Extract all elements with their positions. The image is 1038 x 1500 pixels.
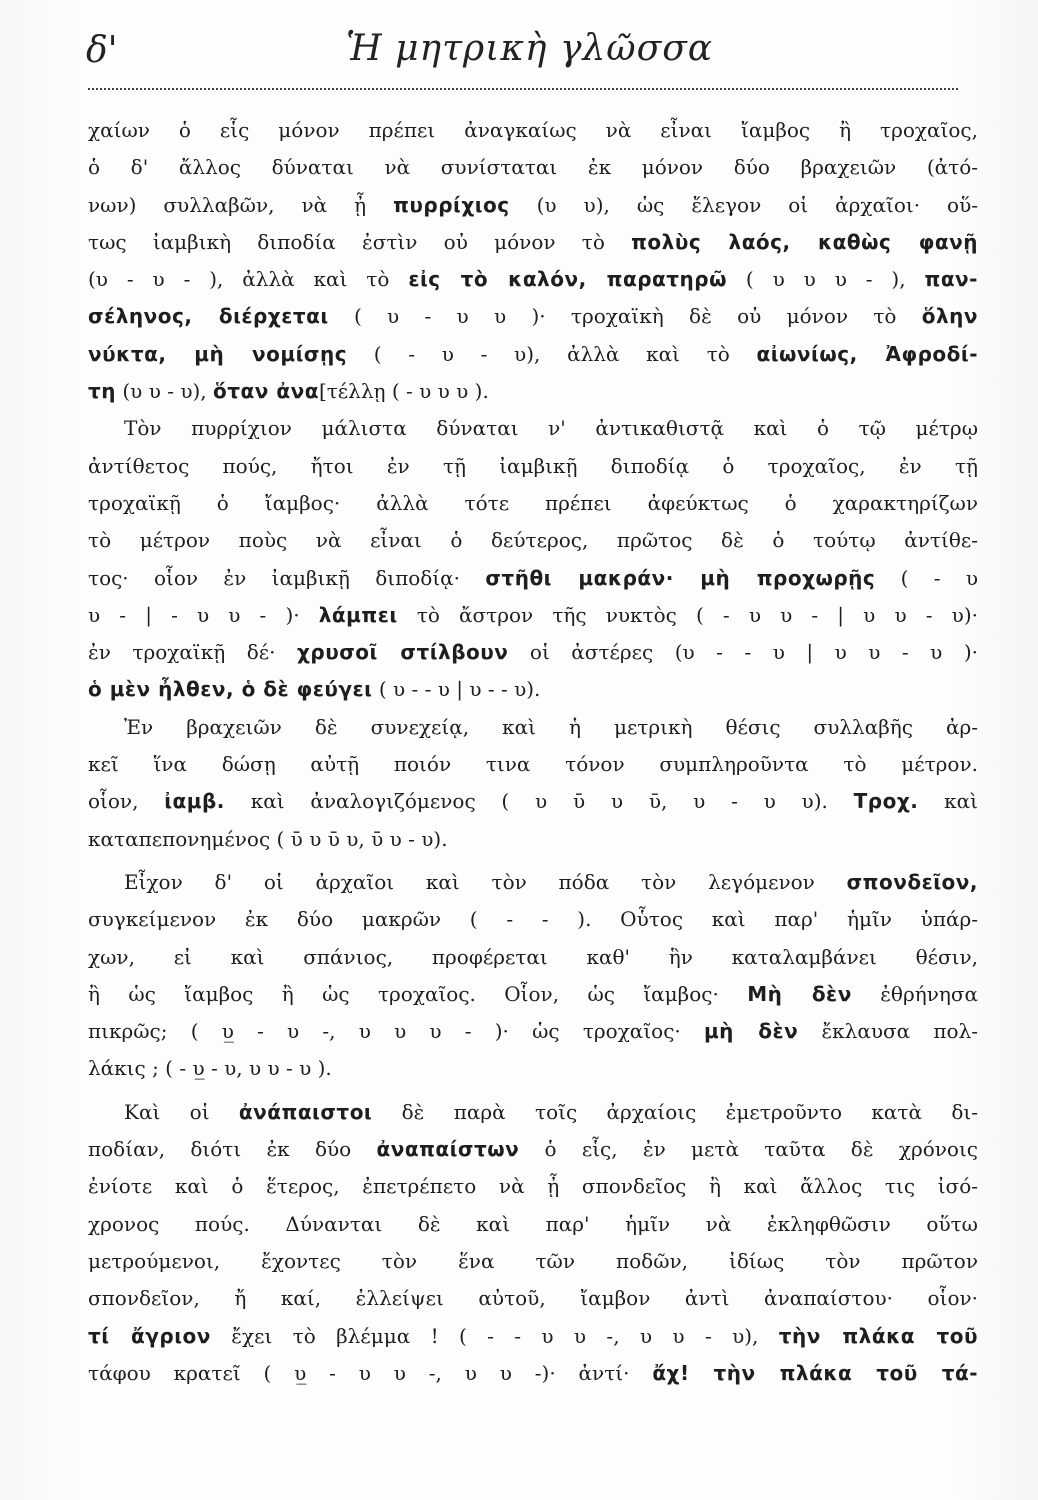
text-line: ποδίαν, διότι ἐκ δύο ἀναπαίστων ὁ εἷς, ἐν μετὰ ταῦτα δὲ χρόνοις [88, 1137, 978, 1162]
text-line: σέληνος, διέρχεται ( υ - υ υ )· τροχαϊκὴ δὲ οὐ μόνον τὸ ὅλην [88, 304, 978, 329]
text-line: χων, εἰ καὶ σπάνιος, προφέρεται καθ' ἣν καταλαμβάνει θέσιν, [88, 944, 978, 969]
text-line: τί ἄγριον ἔχει τὸ βλέμμα ! ( - - υ υ -, υ υ - υ), τὴν πλάκα τοῦ [88, 1323, 978, 1348]
text-line: κεῖ ἵνα δώσῃ αὐτῇ ποιόν τινα τόνον συμπληροῦντα τὸ μέτρον. [88, 752, 978, 777]
text-line: (υ - υ - ), ἀλλὰ καὶ τὸ εἰς τὸ καλόν, παρατηρῶ ( υ υ υ - ), παν- [88, 267, 978, 292]
text-line: ἢ ὡς ἴαμβος ἢ ὡς τροχαῖος. Οἷον, ὡς ἴαμβος· Μὴ δὲν ἐθρήνησα [88, 981, 978, 1006]
text-line: πικρῶς; ( υ̲ - υ -, υ υ υ - )· ὡς τροχαῖος· μὴ δὲν ἔκλαυσα πολ- [88, 1019, 978, 1044]
text-line: συγκείμενον ἐκ δύο μακρῶν ( - - ). Οὗτος καὶ παρ' ἡμῖν ὑπάρ- [88, 907, 978, 932]
text-line: τροχαϊκῇ ὁ ἴαμβος· ἀλλὰ τότε πρέπει ἀφεύκτως ὁ χαρακτηρίζων [88, 490, 978, 515]
text-line: υ - | - υ υ - )· λάμπει τὸ ἄστρον τῆς νυκτὸς ( - υ υ - | υ υ - υ)· [88, 602, 978, 627]
page-header [86, 22, 966, 82]
text-line: νύκτα, μὴ νομίσῃς ( - υ - υ), ἀλλὰ καὶ τὸ αἰωνίως, Ἀφροδί- [88, 341, 978, 366]
text-line: ἐν τροχαϊκῇ δέ· χρυσοῖ στίλβουν οἱ ἀστέρες (υ - - υ | υ υ - υ )· [88, 640, 978, 665]
text-line: λάκις ; ( - υ̲ - υ, υ υ - υ ). [88, 1056, 332, 1081]
header-rule [88, 88, 958, 90]
text-line: Εἶχον δ' οἱ ἀρχαῖοι καὶ τὸν πόδα τὸν λεγόμενον σπονδεῖον, [124, 869, 978, 894]
text-line: χρονος πούς. Δύνανται δὲ καὶ παρ' ἡμῖν νὰ ἐκληφθῶσιν οὕτω [88, 1211, 978, 1236]
text-line: χαίων ὁ εἷς μόνον πρέπει ἀναγκαίως νὰ εἶναι ἴαμβος ἢ τροχαῖος, [88, 118, 978, 142]
text-line: Ἐν βραχειῶν δὲ συνεχείᾳ, καὶ ἡ μετρικὴ θέσις συλλαβῆς ἀρ- [124, 714, 978, 739]
text-line: μετρούμενοι, ἔχοντες τὸν ἕνα τῶν ποδῶν, ἰδίως τὸν πρῶτον [88, 1248, 978, 1273]
text-line: οἷον, ἰαμβ. καὶ ἀναλογιζόμενος ( υ ῡ υ ῡ, υ - υ υ). Τροχ. καὶ [88, 789, 978, 814]
text-line: τος· οἷον ἐν ἰαμβικῇ διποδίᾳ· στῆθι μακράν· μὴ προχωρῇς ( - υ [88, 565, 978, 590]
text-line: τὸ μέτρον ποὺς νὰ εἶναι ὁ δεύτερος, πρῶτος δὲ ὁ τούτῳ ἀντίθε- [88, 528, 978, 553]
body-text [88, 112, 978, 1392]
text-line: καταπεπονημένος ( ῡ υ ῡ υ, ῡ υ - υ). [88, 826, 448, 851]
text-line: ὁ μὲν ἦλθεν, ὁ δὲ φεύγει ( υ - - υ | υ - - υ). [88, 677, 541, 702]
text-line: ἐνίοτε καὶ ὁ ἕτερος, ἐπετρέπετο νὰ ᾖ σπονδεῖος ἢ καὶ ἄλλος τις ἰσό- [88, 1174, 978, 1199]
text-line: Καὶ οἱ ἀνάπαιστοι δὲ παρὰ τοῖς ἀρχαίοις ἐμετροῦντο κατὰ δι- [124, 1099, 978, 1124]
text-line: τως ἰαμβικὴ διποδία ἐστὶν οὐ μόνον τὸ πολὺς λαός, καθὼς φανῇ [88, 229, 978, 254]
page-number: δ' [86, 30, 118, 71]
text-line: ὁ δ' ἄλλος δύναται νὰ συνίσταται ἐκ μόνον δύο βραχειῶν (ἀτό- [88, 155, 978, 180]
text-line: τάφου κρατεῖ ( υ̲ - υ υ -, υ υ -)· ἀντί· ἄχ! τὴν πλάκα τοῦ τά- [88, 1360, 978, 1385]
text-line: Τὸν πυρρίχιον μάλιστα δύναται ν' ἀντικαθιστᾷ καὶ ὁ τῷ μέτρῳ [124, 416, 978, 441]
text-line: ἀντίθετος πούς, ἤτοι ἐν τῇ ἰαμβικῇ διποδίᾳ ὁ τροχαῖος, ἐν τῇ [88, 453, 978, 478]
running-title: Ἡ μητρικὴ γλῶσσα [346, 28, 714, 69]
text-line: νων) συλλαβῶν, νὰ ᾖ πυρρίχιος (υ υ), ὡς ἔλεγον οἱ ἀρχαῖοι· οὕ- [88, 192, 978, 217]
text-line: σπονδεῖον, ἤ καί, ἐλλείψει αὐτοῦ, ἴαμβον ἀντὶ ἀναπαίστου· οἷον· [88, 1286, 978, 1311]
text-line: τη (υ υ - υ), ὅταν ἀνα[τέλλῃ ( - υ υ υ ). [88, 379, 489, 404]
